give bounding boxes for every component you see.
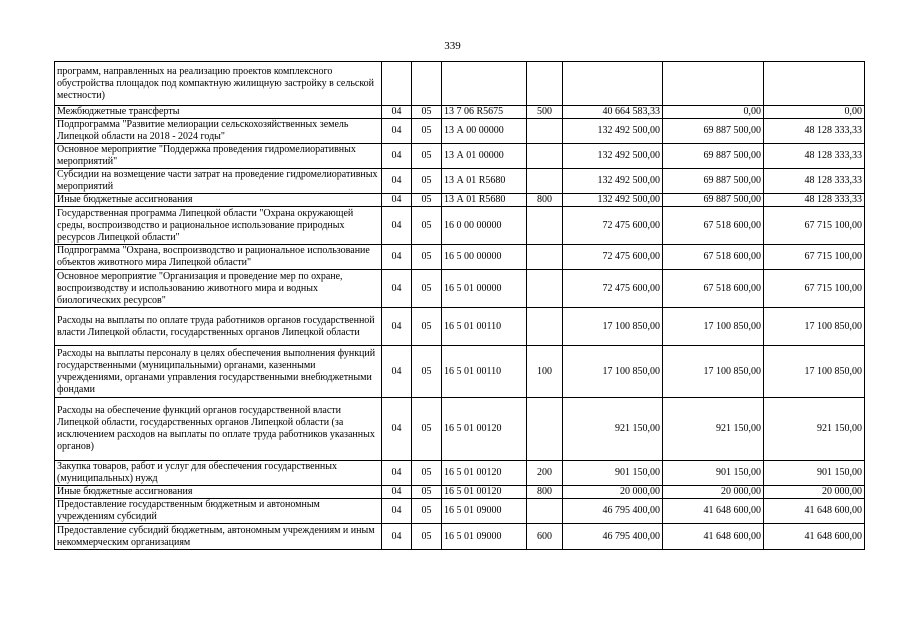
row-amount-2023: 67 518 600,00 bbox=[663, 207, 764, 245]
row-target-article bbox=[442, 62, 527, 106]
table-row bbox=[55, 169, 865, 194]
row-subsection: 05 bbox=[412, 144, 442, 169]
row-subsection: 05 bbox=[412, 398, 442, 461]
row-name: Предоставление субсидий бюджетным, автономным учреждениям и иным некоммерческим организациям bbox=[55, 524, 382, 550]
row-section bbox=[382, 62, 412, 106]
row-name: программ, направленных на реализацию проектов комплексного обустройства площадок под компактную жилищную застройку в сельской местности) bbox=[55, 62, 382, 106]
row-amount-2022: 72 475 600,00 bbox=[563, 245, 663, 270]
row-expense-type: 800 bbox=[527, 486, 563, 499]
row-section: 04 bbox=[382, 346, 412, 398]
row-target-article: 16 5 01 09000 bbox=[442, 524, 527, 550]
row-amount-2022: 132 492 500,00 bbox=[563, 194, 663, 207]
row-subsection: 05 bbox=[412, 270, 442, 308]
row-amount-2022: 46 795 400,00 bbox=[563, 499, 663, 524]
row-expense-type: 100 bbox=[527, 346, 563, 398]
row-amount-2022: 72 475 600,00 bbox=[563, 207, 663, 245]
row-subsection: 05 bbox=[412, 169, 442, 194]
row-section: 04 bbox=[382, 106, 412, 119]
row-subsection: 05 bbox=[412, 119, 442, 144]
row-expense-type bbox=[527, 144, 563, 169]
row-name: Иные бюджетные ассигнования bbox=[55, 194, 382, 207]
row-amount-2022: 46 795 400,00 bbox=[563, 524, 663, 550]
row-amount-2023: 921 150,00 bbox=[663, 398, 764, 461]
row-name: Расходы на обеспечение функций органов государственной власти Липецкой области, государственных органов Липецкой области (за исключением расходов на выплаты по оплате труда работников указанных органов) bbox=[55, 398, 382, 461]
row-amount-2023: 41 648 600,00 bbox=[663, 499, 764, 524]
row-amount-2023: 901 150,00 bbox=[663, 461, 764, 486]
row-section: 04 bbox=[382, 194, 412, 207]
row-amount-2023: 17 100 850,00 bbox=[663, 308, 764, 346]
row-amount-2024: 67 715 100,00 bbox=[764, 270, 865, 308]
row-amount-2022: 132 492 500,00 bbox=[563, 144, 663, 169]
row-name: Основное мероприятие "Организация и проведение мер по охране, воспроизводству и использованию животного мира и водных биологических ресурсов" bbox=[55, 270, 382, 308]
row-amount-2024: 48 128 333,33 bbox=[764, 119, 865, 144]
row-section: 04 bbox=[382, 119, 412, 144]
row-target-article: 16 5 01 00120 bbox=[442, 486, 527, 499]
row-expense-type: 600 bbox=[527, 524, 563, 550]
row-expense-type bbox=[527, 499, 563, 524]
row-name: Закупка товаров, работ и услуг для обеспечения государственных (муниципальных) нужд bbox=[55, 461, 382, 486]
row-subsection: 05 bbox=[412, 499, 442, 524]
row-expense-type: 800 bbox=[527, 194, 563, 207]
row-section: 04 bbox=[382, 524, 412, 550]
row-name: Государственная программа Липецкой области "Охрана окружающей среды, воспроизводство и рациональное использование природных ресурсов Липецкой области" bbox=[55, 207, 382, 245]
row-amount-2024: 41 648 600,00 bbox=[764, 524, 865, 550]
table-row bbox=[55, 346, 865, 398]
row-amount-2022: 72 475 600,00 bbox=[563, 270, 663, 308]
row-amount-2024: 48 128 333,33 bbox=[764, 194, 865, 207]
row-amount-2024: 67 715 100,00 bbox=[764, 245, 865, 270]
row-amount-2024: 0,00 bbox=[764, 106, 865, 119]
row-amount-2023: 69 887 500,00 bbox=[663, 194, 764, 207]
table-row bbox=[55, 119, 865, 144]
row-section: 04 bbox=[382, 169, 412, 194]
row-subsection: 05 bbox=[412, 346, 442, 398]
row-name: Основное мероприятие "Поддержка проведения гидромелиоративных мероприятий" bbox=[55, 144, 382, 169]
table-row bbox=[55, 461, 865, 486]
table-row bbox=[55, 207, 865, 245]
row-expense-type bbox=[527, 207, 563, 245]
row-target-article: 16 5 00 00000 bbox=[442, 245, 527, 270]
table-row bbox=[55, 308, 865, 346]
row-section: 04 bbox=[382, 486, 412, 499]
table-row bbox=[55, 245, 865, 270]
row-amount-2024: 921 150,00 bbox=[764, 398, 865, 461]
row-target-article: 13 А 00 00000 bbox=[442, 119, 527, 144]
row-expense-type bbox=[527, 308, 563, 346]
row-name: Предоставление государственным бюджетным и автономным учреждениям субсидий bbox=[55, 499, 382, 524]
row-subsection: 05 bbox=[412, 106, 442, 119]
row-target-article: 13 7 06 R5675 bbox=[442, 106, 527, 119]
row-subsection: 05 bbox=[412, 524, 442, 550]
table-row bbox=[55, 486, 865, 499]
row-section: 04 bbox=[382, 245, 412, 270]
row-expense-type: 200 bbox=[527, 461, 563, 486]
row-subsection: 05 bbox=[412, 245, 442, 270]
row-expense-type bbox=[527, 398, 563, 461]
row-amount-2023: 67 518 600,00 bbox=[663, 270, 764, 308]
row-expense-type bbox=[527, 245, 563, 270]
row-subsection: 05 bbox=[412, 308, 442, 346]
row-amount-2022: 132 492 500,00 bbox=[563, 119, 663, 144]
row-amount-2024: 901 150,00 bbox=[764, 461, 865, 486]
row-section: 04 bbox=[382, 461, 412, 486]
row-section: 04 bbox=[382, 207, 412, 245]
row-amount-2023: 17 100 850,00 bbox=[663, 346, 764, 398]
row-subsection bbox=[412, 62, 442, 106]
row-amount-2022: 17 100 850,00 bbox=[563, 346, 663, 398]
table-row bbox=[55, 398, 865, 461]
row-section: 04 bbox=[382, 398, 412, 461]
row-amount-2022: 921 150,00 bbox=[563, 398, 663, 461]
row-amount-2023 bbox=[663, 62, 764, 106]
row-target-article: 16 5 01 00120 bbox=[442, 461, 527, 486]
row-amount-2024 bbox=[764, 62, 865, 106]
table-row bbox=[55, 499, 865, 524]
row-target-article: 13 А 01 R5680 bbox=[442, 169, 527, 194]
page-number: 339 bbox=[444, 40, 461, 52]
row-target-article: 16 5 01 09000 bbox=[442, 499, 527, 524]
row-amount-2024: 67 715 100,00 bbox=[764, 207, 865, 245]
row-amount-2023: 69 887 500,00 bbox=[663, 119, 764, 144]
row-amount-2023: 67 518 600,00 bbox=[663, 245, 764, 270]
row-target-article: 13 А 01 R5680 bbox=[442, 194, 527, 207]
row-subsection: 05 bbox=[412, 461, 442, 486]
row-subsection: 05 bbox=[412, 207, 442, 245]
row-name: Межбюджетные трансферты bbox=[55, 106, 382, 119]
row-amount-2024: 20 000,00 bbox=[764, 486, 865, 499]
table-row bbox=[55, 144, 865, 169]
row-amount-2022: 40 664 583,33 bbox=[563, 106, 663, 119]
row-expense-type bbox=[527, 62, 563, 106]
row-subsection: 05 bbox=[412, 486, 442, 499]
row-section: 04 bbox=[382, 308, 412, 346]
row-expense-type bbox=[527, 119, 563, 144]
row-expense-type bbox=[527, 270, 563, 308]
row-target-article: 13 А 01 00000 bbox=[442, 144, 527, 169]
row-name: Расходы на выплаты по оплате труда работников органов государственной власти Липецкой области, государственных органов Липецкой области bbox=[55, 308, 382, 346]
row-amount-2024: 48 128 333,33 bbox=[764, 169, 865, 194]
row-section: 04 bbox=[382, 144, 412, 169]
row-name: Подпрограмма "Развитие мелиорации сельскохозяйственных земель Липецкой области на 2018 - 2024 годы" bbox=[55, 119, 382, 144]
row-amount-2022: 17 100 850,00 bbox=[563, 308, 663, 346]
row-amount-2023: 69 887 500,00 bbox=[663, 169, 764, 194]
row-amount-2022 bbox=[563, 62, 663, 106]
row-amount-2024: 41 648 600,00 bbox=[764, 499, 865, 524]
row-target-article: 16 5 01 00110 bbox=[442, 308, 527, 346]
row-amount-2024: 48 128 333,33 bbox=[764, 144, 865, 169]
budget-table bbox=[54, 61, 865, 550]
row-expense-type: 500 bbox=[527, 106, 563, 119]
row-name: Субсидии на возмещение части затрат на проведение гидромелиоративных мероприятий bbox=[55, 169, 382, 194]
row-amount-2023: 0,00 bbox=[663, 106, 764, 119]
row-amount-2022: 20 000,00 bbox=[563, 486, 663, 499]
row-target-article: 16 0 00 00000 bbox=[442, 207, 527, 245]
row-section: 04 bbox=[382, 270, 412, 308]
table-row bbox=[55, 270, 865, 308]
row-name: Подпрограмма "Охрана, воспроизводство и рациональное использование объектов животного мира Липецкой области" bbox=[55, 245, 382, 270]
row-amount-2022: 901 150,00 bbox=[563, 461, 663, 486]
row-section: 04 bbox=[382, 499, 412, 524]
row-amount-2022: 132 492 500,00 bbox=[563, 169, 663, 194]
row-target-article: 16 5 01 00110 bbox=[442, 346, 527, 398]
row-amount-2023: 69 887 500,00 bbox=[663, 144, 764, 169]
row-target-article: 16 5 01 00000 bbox=[442, 270, 527, 308]
table-row bbox=[55, 524, 865, 550]
row-subsection: 05 bbox=[412, 194, 442, 207]
table-row bbox=[55, 194, 865, 207]
row-name: Расходы на выплаты персоналу в целях обеспечения выполнения функций государственными (муниципальными) органами, казенными учреждениями, органами управления государственными внебюджетными фондами bbox=[55, 346, 382, 398]
row-name: Иные бюджетные ассигнования bbox=[55, 486, 382, 499]
row-amount-2023: 20 000,00 bbox=[663, 486, 764, 499]
table-row bbox=[55, 106, 865, 119]
row-amount-2023: 41 648 600,00 bbox=[663, 524, 764, 550]
table-row bbox=[55, 62, 865, 106]
row-amount-2024: 17 100 850,00 bbox=[764, 308, 865, 346]
row-target-article: 16 5 01 00120 bbox=[442, 398, 527, 461]
row-expense-type bbox=[527, 169, 563, 194]
row-amount-2024: 17 100 850,00 bbox=[764, 346, 865, 398]
